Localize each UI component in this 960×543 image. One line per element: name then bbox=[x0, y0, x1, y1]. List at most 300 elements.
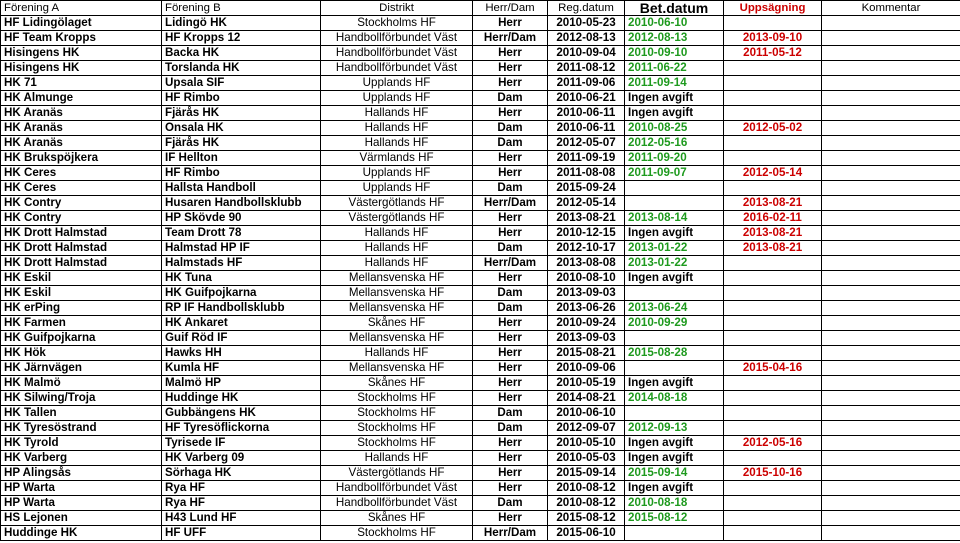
forening-a-cell[interactable]: Hisingens HK bbox=[1, 46, 162, 61]
reg-datum-cell[interactable]: 2012-08-13 bbox=[548, 31, 625, 46]
forening-a-cell[interactable]: HK Contry bbox=[1, 196, 162, 211]
bet-datum-cell[interactable] bbox=[625, 286, 724, 301]
forening-a-cell[interactable]: HF Team Kropps bbox=[1, 31, 162, 46]
table-row bbox=[1, 436, 960, 451]
distrikt-cell[interactable]: Skånes HF bbox=[321, 316, 473, 331]
forening-b-cell[interactable]: Rya HF bbox=[162, 496, 321, 511]
distrikt-cell[interactable]: Stockholms HF bbox=[321, 16, 473, 31]
uppsagning-cell[interactable] bbox=[724, 16, 822, 31]
herr-dam-cell[interactable]: Herr/Dam bbox=[473, 526, 548, 541]
reg-datum-cell[interactable]: 2010-09-06 bbox=[548, 361, 625, 376]
reg-datum-cell[interactable]: 2013-09-03 bbox=[548, 331, 625, 346]
herr-dam-cell[interactable]: Herr bbox=[473, 46, 548, 61]
kommentar-cell[interactable] bbox=[822, 256, 960, 271]
uppsagning-cell[interactable] bbox=[724, 106, 822, 121]
reg-datum-cell[interactable]: 2011-09-19 bbox=[548, 151, 625, 166]
forening-b-cell[interactable]: HK Ankaret bbox=[162, 316, 321, 331]
bet-datum-cell[interactable]: Ingen avgift bbox=[625, 91, 724, 106]
bet-datum-cell[interactable]: 2010-09-29 bbox=[625, 316, 724, 331]
kommentar-cell[interactable] bbox=[822, 346, 960, 361]
bet-datum-cell[interactable]: 2011-09-20 bbox=[625, 151, 724, 166]
forening-a-cell[interactable]: HK Almunge bbox=[1, 91, 162, 106]
herr-dam-cell[interactable]: Dam bbox=[473, 241, 548, 256]
reg-datum-cell[interactable]: 2013-08-21 bbox=[548, 211, 625, 226]
reg-datum-cell[interactable]: 2010-08-12 bbox=[548, 481, 625, 496]
distrikt-cell[interactable]: Upplands HF bbox=[321, 166, 473, 181]
herr-dam-cell[interactable]: Herr bbox=[473, 451, 548, 466]
uppsagning-cell[interactable] bbox=[724, 526, 822, 541]
uppsagning-cell[interactable]: 2015-10-16 bbox=[724, 466, 822, 481]
forening-a-cell[interactable]: HK erPing bbox=[1, 301, 162, 316]
forening-a-cell[interactable]: HK Järnvägen bbox=[1, 361, 162, 376]
header-uppsagning[interactable]: Uppsägning bbox=[724, 1, 822, 16]
herr-dam-cell[interactable]: Herr bbox=[473, 271, 548, 286]
forening-a-cell[interactable]: Huddinge HK bbox=[1, 526, 162, 541]
uppsagning-cell[interactable] bbox=[724, 61, 822, 76]
uppsagning-cell[interactable] bbox=[724, 391, 822, 406]
forening-b-cell[interactable]: HK Varberg 09 bbox=[162, 451, 321, 466]
bet-datum-cell[interactable] bbox=[625, 196, 724, 211]
table-row bbox=[1, 196, 960, 211]
table-row bbox=[1, 526, 960, 541]
table-row bbox=[1, 151, 960, 166]
distrikt-cell[interactable]: Västergötlands HF bbox=[321, 211, 473, 226]
reg-datum-cell[interactable]: 2010-06-11 bbox=[548, 106, 625, 121]
distrikt-cell[interactable]: Hallands HF bbox=[321, 226, 473, 241]
bet-datum-cell[interactable]: 2012-05-16 bbox=[625, 136, 724, 151]
distrikt-cell[interactable]: Hallands HF bbox=[321, 136, 473, 151]
forening-b-cell[interactable]: Sörhaga HK bbox=[162, 466, 321, 481]
herr-dam-cell[interactable]: Herr bbox=[473, 481, 548, 496]
reg-datum-cell[interactable]: 2010-05-10 bbox=[548, 436, 625, 451]
distrikt-cell[interactable]: Västergötlands HF bbox=[321, 196, 473, 211]
herr-dam-cell[interactable]: Herr bbox=[473, 211, 548, 226]
uppsagning-cell[interactable] bbox=[724, 286, 822, 301]
uppsagning-cell[interactable] bbox=[724, 181, 822, 196]
forening-b-cell[interactable]: Gubbängens HK bbox=[162, 406, 321, 421]
kommentar-cell[interactable] bbox=[822, 136, 960, 151]
herr-dam-cell[interactable]: Dam bbox=[473, 181, 548, 196]
distrikt-cell[interactable]: Handbollförbundet Väst bbox=[321, 481, 473, 496]
kommentar-cell[interactable] bbox=[822, 376, 960, 391]
kommentar-cell[interactable] bbox=[822, 361, 960, 376]
uppsagning-cell[interactable]: 2015-04-16 bbox=[724, 361, 822, 376]
table-row bbox=[1, 466, 960, 481]
reg-datum-cell[interactable]: 2011-08-08 bbox=[548, 166, 625, 181]
kommentar-cell[interactable] bbox=[822, 271, 960, 286]
reg-datum-cell[interactable]: 2014-08-21 bbox=[548, 391, 625, 406]
forening-a-cell[interactable]: HK Eskil bbox=[1, 271, 162, 286]
kommentar-cell[interactable] bbox=[822, 451, 960, 466]
forening-a-cell[interactable]: HK Drott Halmstad bbox=[1, 226, 162, 241]
distrikt-cell[interactable]: Handbollförbundet Väst bbox=[321, 496, 473, 511]
distrikt-cell[interactable]: Hallands HF bbox=[321, 106, 473, 121]
herr-dam-cell[interactable]: Dam bbox=[473, 136, 548, 151]
reg-datum-cell[interactable]: 2013-06-26 bbox=[548, 301, 625, 316]
forening-b-cell[interactable]: Onsala HK bbox=[162, 121, 321, 136]
distrikt-cell[interactable]: Stockholms HF bbox=[321, 406, 473, 421]
forening-b-cell[interactable]: Fjärås HK bbox=[162, 106, 321, 121]
bet-datum-cell[interactable]: Ingen avgift bbox=[625, 481, 724, 496]
bet-datum-cell[interactable]: 2012-08-13 bbox=[625, 31, 724, 46]
bet-datum-cell[interactable]: 2013-06-24 bbox=[625, 301, 724, 316]
distrikt-cell[interactable]: Skånes HF bbox=[321, 511, 473, 526]
table-row bbox=[1, 331, 960, 346]
bet-datum-cell[interactable]: Ingen avgift bbox=[625, 106, 724, 121]
forening-b-cell[interactable]: HK Tuna bbox=[162, 271, 321, 286]
forening-a-cell[interactable]: HK Silwing/Troja bbox=[1, 391, 162, 406]
distrikt-cell[interactable]: Mellansvenska HF bbox=[321, 331, 473, 346]
forening-a-cell[interactable]: Hisingens HK bbox=[1, 61, 162, 76]
bet-datum-cell[interactable]: 2013-01-22 bbox=[625, 241, 724, 256]
forening-a-cell[interactable]: HK 71 bbox=[1, 76, 162, 91]
uppsagning-cell[interactable] bbox=[724, 421, 822, 436]
herr-dam-cell[interactable]: Dam bbox=[473, 496, 548, 511]
table-row bbox=[1, 181, 960, 196]
forening-a-cell[interactable]: HK Aranäs bbox=[1, 136, 162, 151]
uppsagning-cell[interactable] bbox=[724, 346, 822, 361]
forening-a-cell[interactable]: HK Drott Halmstad bbox=[1, 256, 162, 271]
herr-dam-cell[interactable]: Dam bbox=[473, 406, 548, 421]
reg-datum-cell[interactable]: 2011-08-12 bbox=[548, 61, 625, 76]
uppsagning-cell[interactable] bbox=[724, 316, 822, 331]
bet-datum-cell[interactable]: 2014-08-18 bbox=[625, 391, 724, 406]
reg-datum-cell[interactable]: 2012-05-14 bbox=[548, 196, 625, 211]
forening-b-cell[interactable]: Torslanda HK bbox=[162, 61, 321, 76]
forening-b-cell[interactable]: Hawks HH bbox=[162, 346, 321, 361]
distrikt-cell[interactable]: Stockholms HF bbox=[321, 436, 473, 451]
herr-dam-cell[interactable]: Herr bbox=[473, 391, 548, 406]
forening-b-cell[interactable]: Fjärås HK bbox=[162, 136, 321, 151]
distrikt-cell[interactable]: Hallands HF bbox=[321, 256, 473, 271]
uppsagning-cell[interactable]: 2012-05-16 bbox=[724, 436, 822, 451]
table-row bbox=[1, 511, 960, 526]
bet-datum-cell[interactable]: 2011-09-14 bbox=[625, 76, 724, 91]
forening-a-cell[interactable]: HP Warta bbox=[1, 481, 162, 496]
herr-dam-cell[interactable]: Herr bbox=[473, 466, 548, 481]
uppsagning-cell[interactable] bbox=[724, 376, 822, 391]
bet-datum-cell[interactable]: 2015-09-14 bbox=[625, 466, 724, 481]
forening-b-cell[interactable]: Lidingö HK bbox=[162, 16, 321, 31]
distrikt-cell[interactable]: Mellansvenska HF bbox=[321, 301, 473, 316]
table-row bbox=[1, 31, 960, 46]
forening-a-cell[interactable]: HK Tyrold bbox=[1, 436, 162, 451]
kommentar-cell[interactable] bbox=[822, 481, 960, 496]
uppsagning-cell[interactable]: 2011-05-12 bbox=[724, 46, 822, 61]
bet-datum-cell[interactable]: 2010-06-10 bbox=[625, 16, 724, 31]
kommentar-cell[interactable] bbox=[822, 466, 960, 481]
uppsagning-cell[interactable] bbox=[724, 271, 822, 286]
distrikt-cell[interactable]: Handbollförbundet Väst bbox=[321, 31, 473, 46]
kommentar-cell[interactable] bbox=[822, 31, 960, 46]
bet-datum-cell[interactable]: Ingen avgift bbox=[625, 451, 724, 466]
forening-a-cell[interactable]: HK Contry bbox=[1, 211, 162, 226]
kommentar-cell[interactable] bbox=[822, 331, 960, 346]
forening-b-cell[interactable]: HF Rimbo bbox=[162, 91, 321, 106]
kommentar-cell[interactable] bbox=[822, 391, 960, 406]
kommentar-cell[interactable] bbox=[822, 181, 960, 196]
distrikt-cell[interactable]: Upplands HF bbox=[321, 76, 473, 91]
bet-datum-cell[interactable]: Ingen avgift bbox=[625, 226, 724, 241]
kommentar-cell[interactable] bbox=[822, 301, 960, 316]
distrikt-cell[interactable]: Värmlands HF bbox=[321, 151, 473, 166]
uppsagning-cell[interactable] bbox=[724, 151, 822, 166]
forening-a-cell[interactable]: HK Brukspöjkera bbox=[1, 151, 162, 166]
herr-dam-cell[interactable]: Herr bbox=[473, 376, 548, 391]
herr-dam-cell[interactable]: Dam bbox=[473, 121, 548, 136]
forening-b-cell[interactable]: Kumla HF bbox=[162, 361, 321, 376]
bet-datum-cell[interactable]: 2011-06-22 bbox=[625, 61, 724, 76]
kommentar-cell[interactable] bbox=[822, 211, 960, 226]
kommentar-cell[interactable] bbox=[822, 121, 960, 136]
reg-datum-cell[interactable]: 2011-09-06 bbox=[548, 76, 625, 91]
uppsagning-cell[interactable] bbox=[724, 76, 822, 91]
uppsagning-cell[interactable] bbox=[724, 496, 822, 511]
distrikt-cell[interactable]: Handbollförbundet Väst bbox=[321, 61, 473, 76]
kommentar-cell[interactable] bbox=[822, 436, 960, 451]
reg-datum-cell[interactable]: 2010-05-03 bbox=[548, 451, 625, 466]
reg-datum-cell[interactable]: 2010-09-04 bbox=[548, 46, 625, 61]
forening-b-cell[interactable]: HF Tyresöflickorna bbox=[162, 421, 321, 436]
reg-datum-cell[interactable]: 2012-05-07 bbox=[548, 136, 625, 151]
bet-datum-cell[interactable] bbox=[625, 406, 724, 421]
kommentar-cell[interactable] bbox=[822, 406, 960, 421]
reg-datum-cell[interactable]: 2012-09-07 bbox=[548, 421, 625, 436]
kommentar-cell[interactable] bbox=[822, 226, 960, 241]
forening-a-cell[interactable]: HK Farmen bbox=[1, 316, 162, 331]
herr-dam-cell[interactable]: Herr bbox=[473, 436, 548, 451]
herr-dam-cell[interactable]: Herr bbox=[473, 226, 548, 241]
bet-datum-cell[interactable]: Ingen avgift bbox=[625, 271, 724, 286]
forening-b-cell[interactable]: RP IF Handbollsklubb bbox=[162, 301, 321, 316]
header-forening-b[interactable]: Förening B bbox=[162, 1, 321, 16]
herr-dam-cell[interactable]: Herr bbox=[473, 331, 548, 346]
distrikt-cell[interactable]: Mellansvenska HF bbox=[321, 271, 473, 286]
forening-b-cell[interactable]: Halmstads HF bbox=[162, 256, 321, 271]
forening-b-cell[interactable]: HF Kropps 12 bbox=[162, 31, 321, 46]
reg-datum-cell[interactable]: 2010-06-10 bbox=[548, 406, 625, 421]
herr-dam-cell[interactable]: Herr bbox=[473, 166, 548, 181]
uppsagning-cell[interactable]: 2012-05-02 bbox=[724, 121, 822, 136]
forening-a-cell[interactable]: HK Varberg bbox=[1, 451, 162, 466]
distrikt-cell[interactable]: Stockholms HF bbox=[321, 526, 473, 541]
kommentar-cell[interactable] bbox=[822, 46, 960, 61]
distrikt-cell[interactable]: Mellansvenska HF bbox=[321, 361, 473, 376]
kommentar-cell[interactable] bbox=[822, 496, 960, 511]
reg-datum-cell[interactable]: 2012-10-17 bbox=[548, 241, 625, 256]
distrikt-cell[interactable]: Mellansvenska HF bbox=[321, 286, 473, 301]
bet-datum-cell[interactable]: Ingen avgift bbox=[625, 376, 724, 391]
kommentar-cell[interactable] bbox=[822, 61, 960, 76]
forening-a-cell[interactable]: HF Lidingölaget bbox=[1, 16, 162, 31]
forening-b-cell[interactable]: HF UFF bbox=[162, 526, 321, 541]
reg-datum-cell[interactable]: 2015-09-24 bbox=[548, 181, 625, 196]
reg-datum-cell[interactable]: 2015-08-12 bbox=[548, 511, 625, 526]
kommentar-cell[interactable] bbox=[822, 286, 960, 301]
forening-b-cell[interactable]: Rya HF bbox=[162, 481, 321, 496]
distrikt-cell[interactable]: Handbollförbundet Väst bbox=[321, 46, 473, 61]
forening-b-cell[interactable]: Hallsta Handboll bbox=[162, 181, 321, 196]
kommentar-cell[interactable] bbox=[822, 16, 960, 31]
forening-b-cell[interactable]: Halmstad HP IF bbox=[162, 241, 321, 256]
forening-b-cell[interactable]: Tyrisede IF bbox=[162, 436, 321, 451]
forening-a-cell[interactable]: HK Ceres bbox=[1, 166, 162, 181]
reg-datum-cell[interactable]: 2010-05-23 bbox=[548, 16, 625, 31]
distrikt-cell[interactable]: Stockholms HF bbox=[321, 391, 473, 406]
herr-dam-cell[interactable]: Herr bbox=[473, 106, 548, 121]
header-forening-a[interactable]: Förening A bbox=[1, 1, 162, 16]
bet-datum-cell[interactable]: 2013-08-14 bbox=[625, 211, 724, 226]
reg-datum-cell[interactable]: 2010-08-12 bbox=[548, 496, 625, 511]
reg-datum-cell[interactable]: 2010-06-11 bbox=[548, 121, 625, 136]
distrikt-cell[interactable]: Skånes HF bbox=[321, 376, 473, 391]
bet-datum-cell[interactable] bbox=[625, 181, 724, 196]
bet-datum-cell[interactable]: 2013-01-22 bbox=[625, 256, 724, 271]
uppsagning-cell[interactable] bbox=[724, 406, 822, 421]
bet-datum-cell[interactable] bbox=[625, 361, 724, 376]
uppsagning-cell[interactable]: 2016-02-11 bbox=[724, 211, 822, 226]
reg-datum-cell[interactable]: 2013-08-08 bbox=[548, 256, 625, 271]
distrikt-cell[interactable]: Upplands HF bbox=[321, 181, 473, 196]
kommentar-cell[interactable] bbox=[822, 76, 960, 91]
reg-datum-cell[interactable]: 2010-12-15 bbox=[548, 226, 625, 241]
herr-dam-cell[interactable]: Dam bbox=[473, 91, 548, 106]
bet-datum-cell[interactable]: 2015-08-28 bbox=[625, 346, 724, 361]
header-kommentar[interactable]: Kommentar bbox=[822, 1, 960, 16]
kommentar-cell[interactable] bbox=[822, 151, 960, 166]
uppsagning-cell[interactable] bbox=[724, 511, 822, 526]
forening-a-cell[interactable]: HK Aranäs bbox=[1, 121, 162, 136]
kommentar-cell[interactable] bbox=[822, 511, 960, 526]
header-herr-dam[interactable]: Herr/Dam bbox=[473, 1, 548, 16]
forening-b-cell[interactable]: IF Hellton bbox=[162, 151, 321, 166]
herr-dam-cell[interactable]: Dam bbox=[473, 286, 548, 301]
forening-a-cell[interactable]: HK Tyresöstrand bbox=[1, 421, 162, 436]
header-reg-datum[interactable]: Reg.datum bbox=[548, 1, 625, 16]
distrikt-cell[interactable]: Hallands HF bbox=[321, 451, 473, 466]
herr-dam-cell[interactable]: Herr bbox=[473, 76, 548, 91]
distrikt-cell[interactable]: Stockholms HF bbox=[321, 421, 473, 436]
kommentar-cell[interactable] bbox=[822, 421, 960, 436]
reg-datum-cell[interactable]: 2010-05-19 bbox=[548, 376, 625, 391]
kommentar-cell[interactable] bbox=[822, 91, 960, 106]
header-distrikt[interactable]: Distrikt bbox=[321, 1, 473, 16]
distrikt-cell[interactable]: Hallands HF bbox=[321, 121, 473, 136]
uppsagning-cell[interactable] bbox=[724, 256, 822, 271]
forening-b-cell[interactable]: H43 Lund HF bbox=[162, 511, 321, 526]
forening-b-cell[interactable]: Huddinge HK bbox=[162, 391, 321, 406]
herr-dam-cell[interactable]: Herr/Dam bbox=[473, 196, 548, 211]
reg-datum-cell[interactable]: 2015-06-10 bbox=[548, 526, 625, 541]
reg-datum-cell[interactable]: 2010-09-24 bbox=[548, 316, 625, 331]
forening-a-cell[interactable]: HK Drott Halmstad bbox=[1, 241, 162, 256]
bet-datum-cell[interactable]: 2010-08-18 bbox=[625, 496, 724, 511]
distrikt-cell[interactable]: Hallands HF bbox=[321, 241, 473, 256]
kommentar-cell[interactable] bbox=[822, 166, 960, 181]
uppsagning-cell[interactable] bbox=[724, 331, 822, 346]
uppsagning-cell[interactable]: 2013-08-21 bbox=[724, 196, 822, 211]
reg-datum-cell[interactable]: 2010-06-21 bbox=[548, 91, 625, 106]
forening-b-cell[interactable]: HP Skövde 90 bbox=[162, 211, 321, 226]
forening-b-cell[interactable]: Guif Röd IF bbox=[162, 331, 321, 346]
distrikt-cell[interactable]: Hallands HF bbox=[321, 346, 473, 361]
reg-datum-cell[interactable]: 2015-08-21 bbox=[548, 346, 625, 361]
reg-datum-cell[interactable]: 2010-08-10 bbox=[548, 271, 625, 286]
herr-dam-cell[interactable]: Dam bbox=[473, 301, 548, 316]
forening-b-cell[interactable]: Team Drott 78 bbox=[162, 226, 321, 241]
bet-datum-cell[interactable]: Ingen avgift bbox=[625, 436, 724, 451]
uppsagning-cell[interactable]: 2013-09-10 bbox=[724, 31, 822, 46]
reg-datum-cell[interactable]: 2015-09-14 bbox=[548, 466, 625, 481]
forening-b-cell[interactable]: Backa HK bbox=[162, 46, 321, 61]
herr-dam-cell[interactable]: Herr bbox=[473, 16, 548, 31]
forening-a-cell[interactable]: HP Alingsås bbox=[1, 466, 162, 481]
kommentar-cell[interactable] bbox=[822, 106, 960, 121]
table-row bbox=[1, 91, 960, 106]
forening-b-cell[interactable]: Upsala SIF bbox=[162, 76, 321, 91]
herr-dam-cell[interactable]: Herr bbox=[473, 511, 548, 526]
herr-dam-cell[interactable]: Herr bbox=[473, 61, 548, 76]
table-row bbox=[1, 346, 960, 361]
forening-a-cell[interactable]: HP Warta bbox=[1, 496, 162, 511]
kommentar-cell[interactable] bbox=[822, 241, 960, 256]
bet-datum-cell[interactable]: 2010-08-25 bbox=[625, 121, 724, 136]
reg-datum-cell[interactable]: 2013-09-03 bbox=[548, 286, 625, 301]
herr-dam-cell[interactable]: Dam bbox=[473, 421, 548, 436]
forening-a-cell[interactable]: HK Guifpojkarna bbox=[1, 331, 162, 346]
uppsagning-cell[interactable]: 2013-08-21 bbox=[724, 241, 822, 256]
uppsagning-cell[interactable] bbox=[724, 301, 822, 316]
forening-a-cell[interactable]: HK Aranäs bbox=[1, 106, 162, 121]
herr-dam-cell[interactable]: Herr bbox=[473, 361, 548, 376]
herr-dam-cell[interactable]: Herr/Dam bbox=[473, 31, 548, 46]
uppsagning-cell[interactable]: 2012-05-14 bbox=[724, 166, 822, 181]
bet-datum-cell[interactable]: 2011-09-07 bbox=[625, 166, 724, 181]
forening-b-cell[interactable]: HF Rimbo bbox=[162, 166, 321, 181]
distrikt-cell[interactable]: Upplands HF bbox=[321, 91, 473, 106]
herr-dam-cell[interactable]: Herr bbox=[473, 346, 548, 361]
header-bet-datum[interactable]: Bet.datum bbox=[625, 1, 724, 16]
uppsagning-cell[interactable] bbox=[724, 451, 822, 466]
kommentar-cell[interactable] bbox=[822, 196, 960, 211]
herr-dam-cell[interactable]: Herr/Dam bbox=[473, 256, 548, 271]
forening-b-cell[interactable]: Malmö HP bbox=[162, 376, 321, 391]
bet-datum-cell[interactable]: 2012-09-13 bbox=[625, 421, 724, 436]
kommentar-cell[interactable] bbox=[822, 526, 960, 541]
bet-datum-cell[interactable]: 2010-09-10 bbox=[625, 46, 724, 61]
forening-a-cell[interactable]: HS Lejonen bbox=[1, 511, 162, 526]
uppsagning-cell[interactable] bbox=[724, 481, 822, 496]
forening-a-cell[interactable]: HK Malmö bbox=[1, 376, 162, 391]
herr-dam-cell[interactable]: Herr bbox=[473, 316, 548, 331]
bet-datum-cell[interactable] bbox=[625, 526, 724, 541]
forening-b-cell[interactable]: Husaren Handbollsklubb bbox=[162, 196, 321, 211]
forening-b-cell[interactable]: HK Guifpojkarna bbox=[162, 286, 321, 301]
distrikt-cell[interactable]: Västergötlands HF bbox=[321, 466, 473, 481]
bet-datum-cell[interactable]: 2015-08-12 bbox=[625, 511, 724, 526]
forening-a-cell[interactable]: HK Hök bbox=[1, 346, 162, 361]
uppsagning-cell[interactable] bbox=[724, 136, 822, 151]
forening-a-cell[interactable]: HK Ceres bbox=[1, 181, 162, 196]
uppsagning-cell[interactable] bbox=[724, 91, 822, 106]
kommentar-cell[interactable] bbox=[822, 316, 960, 331]
forening-a-cell[interactable]: HK Tallen bbox=[1, 406, 162, 421]
uppsagning-cell[interactable]: 2013-08-21 bbox=[724, 226, 822, 241]
bet-datum-cell[interactable] bbox=[625, 331, 724, 346]
table-row bbox=[1, 481, 960, 496]
herr-dam-cell[interactable]: Herr bbox=[473, 151, 548, 166]
forening-a-cell[interactable]: HK Eskil bbox=[1, 286, 162, 301]
